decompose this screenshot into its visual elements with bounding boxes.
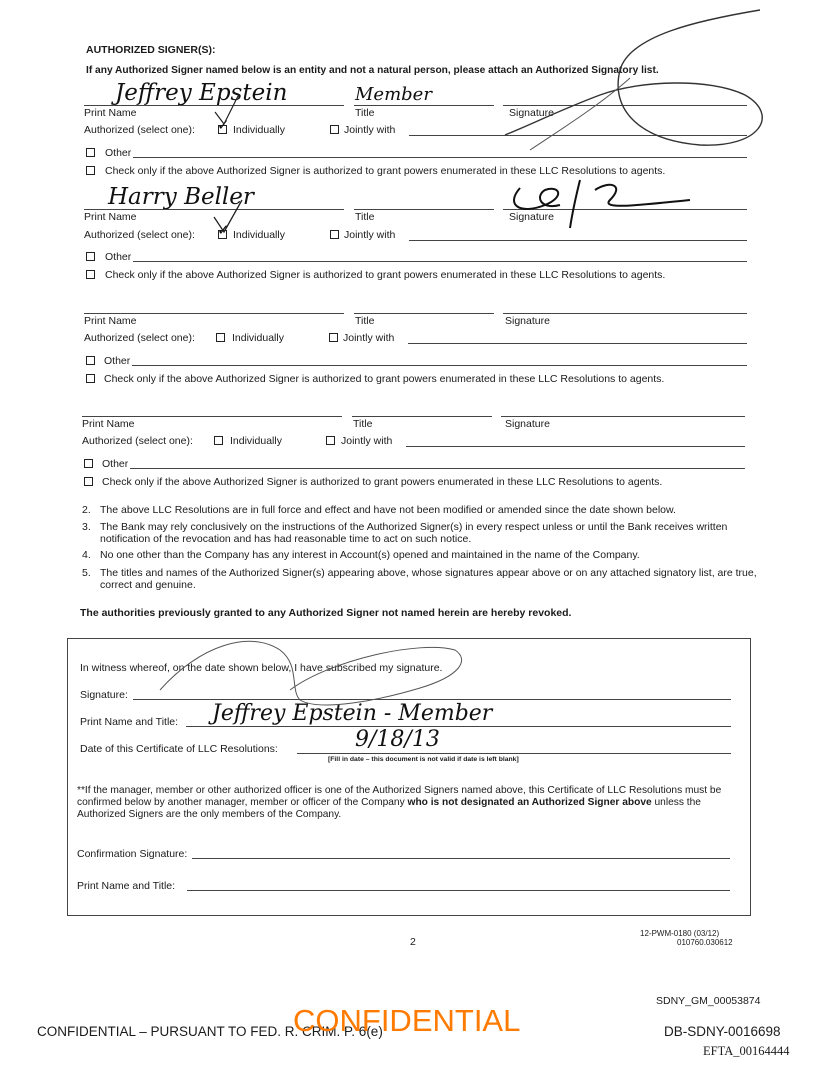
- manager-note-text: **If the manager, member or other authorized officer is one of the Authorized Signers named above, this Certificate of LLC Resolutions must be confirmed below by another manager, member or officer of the Company: [77, 785, 722, 808]
- individually-label: Individually: [233, 124, 285, 136]
- print-name-title-label: Print Name and Title:: [80, 716, 179, 728]
- sdny-gm-number: SDNY_GM_00053874: [656, 995, 761, 1007]
- date-note: [Fill in date – this document is not valid if date is left blank]: [328, 756, 519, 763]
- confirmation-signature-label: Confirmation Signature:: [77, 848, 188, 860]
- other-checkbox[interactable]: [86, 252, 95, 261]
- jointly-with-checkbox[interactable]: [330, 230, 339, 239]
- signature-line: [503, 313, 747, 314]
- db-sdny-number: DB-SDNY-0016698: [664, 1024, 781, 1039]
- witness-signature-label: Signature:: [80, 689, 128, 701]
- section-title: AUTHORIZED SIGNER(S):: [86, 44, 216, 56]
- date-label: Date of this Certificate of LLC Resolutions:: [80, 743, 278, 755]
- individually-checkbox[interactable]: [214, 436, 223, 445]
- checkmark-icon: ✓: [217, 221, 230, 239]
- other-line: [130, 468, 745, 469]
- signature-label: Signature: [505, 418, 550, 430]
- signature-label: Signature: [505, 315, 550, 327]
- other-label: Other: [102, 458, 129, 470]
- individually-label: Individually: [232, 332, 284, 344]
- signature-line: [503, 209, 747, 210]
- other-line: [132, 365, 747, 366]
- title-line: [354, 105, 494, 106]
- signature-line: [503, 105, 747, 106]
- manager-note-suffix: unless the Authorized Signers are the only members of the Company.: [77, 797, 701, 820]
- grant-powers-checkbox[interactable]: [86, 166, 95, 175]
- item-text: No one other than the Company has any interest in Account(s) opened and maintained in the name of the Company.: [100, 549, 640, 561]
- other-label: Other: [105, 251, 132, 263]
- jointly-with-label: Jointly with: [341, 435, 393, 447]
- individually-label: Individually: [230, 435, 282, 447]
- item-number: 5.: [82, 567, 91, 579]
- other-checkbox[interactable]: [86, 148, 95, 157]
- print-name-line: [84, 105, 344, 106]
- jointly-with-checkbox[interactable]: [329, 333, 338, 342]
- title-label: Title: [355, 315, 375, 327]
- title-line: [354, 209, 494, 210]
- grant-powers-checkbox[interactable]: [84, 477, 93, 486]
- other-line: [133, 157, 747, 158]
- grant-powers-checkbox[interactable]: [86, 270, 95, 279]
- revoked-notice: The authorities previously granted to any Authorized Signer not named herein are hereby revoked.: [80, 607, 572, 619]
- individually-checkbox[interactable]: [216, 333, 225, 342]
- item-text: The above LLC Resolutions are in full force and effect and have not been modified or amended since the date shown below.: [100, 504, 676, 516]
- grant-powers-label: Check only if the above Authorized Signer is authorized to grant powers enumerated in these LLC Resolutions to agents.: [105, 165, 666, 177]
- signature-line: [501, 416, 745, 417]
- authorized-select-label: Authorized (select one):: [84, 124, 195, 136]
- efta-number: EFTA_00164444: [703, 1044, 790, 1058]
- grant-powers-label: Check only if the above Authorized Signer is authorized to grant powers enumerated in these LLC Resolutions to agents.: [105, 269, 666, 281]
- manager-note: [77, 785, 739, 821]
- confirmation-signature-line[interactable]: [192, 858, 730, 859]
- print-name-line: [82, 416, 342, 417]
- form-code-2: 010760.030612: [677, 938, 733, 947]
- item-number: 4.: [82, 549, 91, 561]
- jointly-with-checkbox[interactable]: [330, 125, 339, 134]
- item-number: 2.: [82, 504, 91, 516]
- page-number: 2: [410, 936, 416, 948]
- title-label: Title: [353, 418, 373, 430]
- print-name-label: Print Name: [82, 418, 135, 430]
- authorized-select-label: Authorized (select one):: [84, 229, 195, 241]
- authorized-select-label: Authorized (select one):: [84, 332, 195, 344]
- grant-powers-label: Check only if the above Authorized Signer is authorized to grant powers enumerated in these LLC Resolutions to agents.: [102, 476, 663, 488]
- other-line: [133, 261, 747, 262]
- signature-label: Signature: [509, 211, 554, 223]
- signer-2-name-handwriting: Harry Beller: [108, 184, 254, 210]
- manager-note-bold: who is not designated an Authorized Signer above: [407, 797, 652, 808]
- item-text: The Bank may rely conclusively on the instructions of the Authorized Signer(s) in every respect unless or until the Bank receives written notification of the revocation and has had reasonable time to act on such notice.: [100, 521, 728, 545]
- date-handwriting: 9/18/13: [355, 727, 440, 752]
- print-name-title-handwriting: Jeffrey Epstein - Member: [212, 701, 493, 726]
- jointly-with-label: Jointly with: [344, 229, 396, 241]
- witness-signature-line[interactable]: [133, 699, 731, 700]
- signer-1-name-handwriting: Jeffrey Epstein: [115, 80, 288, 106]
- other-label: Other: [104, 355, 131, 367]
- print-name-title-label-2: Print Name and Title:: [77, 880, 176, 892]
- other-label: Other: [105, 147, 132, 159]
- jointly-with-line: [408, 343, 747, 344]
- signature-1-scribble: [505, 10, 762, 145]
- individually-label: Individually: [233, 229, 285, 241]
- jointly-with-line: [409, 135, 747, 136]
- other-checkbox[interactable]: [86, 356, 95, 365]
- confidential-notice: CONFIDENTIAL – PURSUANT TO FED. R. CRIM. P. 6(e): [37, 1024, 383, 1039]
- grant-powers-checkbox[interactable]: [86, 374, 95, 383]
- print-name-label: Print Name: [84, 315, 137, 327]
- checkmark-icon: ✓: [217, 116, 230, 134]
- title-line: [352, 416, 492, 417]
- form-code: 12-PWM-0180 (03/12): [640, 929, 720, 938]
- jointly-with-label: Jointly with: [344, 124, 396, 136]
- print-name-title-line-2[interactable]: [187, 890, 730, 891]
- print-name-line: [84, 209, 344, 210]
- title-label: Title: [355, 211, 375, 223]
- print-name-line: [84, 313, 344, 314]
- jointly-with-label: Jointly with: [343, 332, 395, 344]
- item-text: The titles and names of the Authorized Signer(s) appearing above, whose signatures appear above or on any attached signatory list, are true, correct and genuine.: [100, 567, 757, 591]
- signer-1-title-handwriting: Member: [355, 84, 432, 105]
- title-line: [354, 313, 494, 314]
- title-label: Title: [355, 107, 375, 119]
- entity-instruction: If any Authorized Signer named below is an entity and not a natural person, please attach an Authorized Signatory list.: [86, 65, 659, 76]
- jointly-with-line: [409, 240, 747, 241]
- authorized-select-label: Authorized (select one):: [82, 435, 193, 447]
- item-number: 3.: [82, 521, 91, 533]
- other-checkbox[interactable]: [84, 459, 93, 468]
- signature-label: Signature: [509, 107, 554, 119]
- jointly-with-checkbox[interactable]: [326, 436, 335, 445]
- grant-powers-label: Check only if the above Authorized Signer is authorized to grant powers enumerated in these LLC Resolutions to agents.: [104, 373, 665, 385]
- witness-intro: In witness whereof, on the date shown below, I have subscribed my signature.: [80, 662, 443, 674]
- print-name-label: Print Name: [84, 107, 137, 119]
- jointly-with-line: [406, 446, 745, 447]
- confidential-stamp: CONFIDENTIAL: [293, 1003, 521, 1038]
- print-name-label: Print Name: [84, 211, 137, 223]
- print-name-title-line[interactable]: [186, 726, 731, 727]
- witness-box: [67, 638, 751, 916]
- date-line[interactable]: [297, 753, 731, 754]
